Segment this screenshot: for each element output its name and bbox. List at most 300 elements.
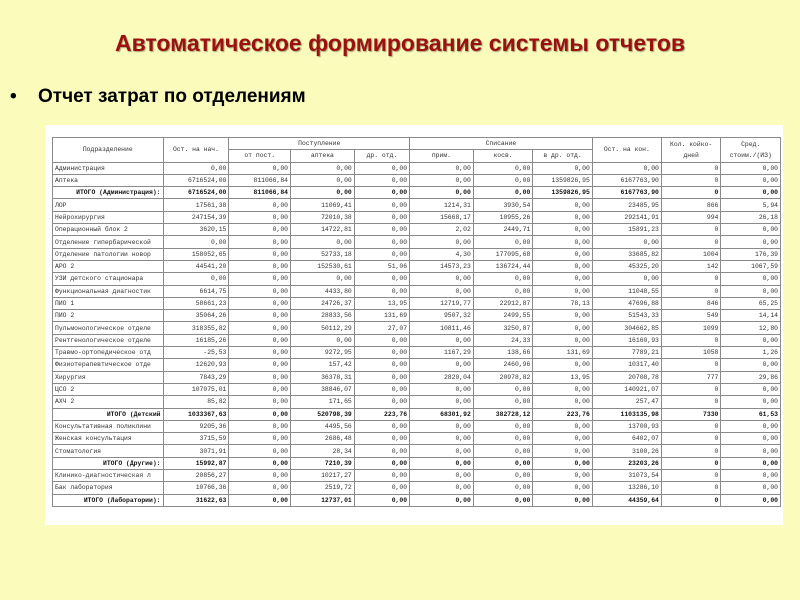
- value-cell: 257,47: [592, 396, 661, 408]
- value-cell: 0,00: [533, 470, 593, 482]
- value-cell: 0,00: [291, 174, 355, 186]
- value-cell: 35064,26: [163, 310, 229, 322]
- table-header: [53, 138, 781, 163]
- value-cell: 0,00: [473, 162, 533, 174]
- value-cell: 0,00: [291, 334, 355, 346]
- division-name-cell: ЦСО 2: [53, 383, 164, 395]
- value-cell: 223,76: [533, 408, 593, 420]
- value-cell: 0,00: [533, 457, 593, 469]
- value-cell: 0,00: [354, 285, 409, 297]
- value-cell: 12,80: [721, 322, 781, 334]
- table-row: [53, 470, 781, 482]
- division-name-cell: Физиотерапевтическое отде: [53, 359, 164, 371]
- division-name-cell: Травмо-ортопедическое отд: [53, 347, 164, 359]
- value-cell: 247154,39: [163, 211, 229, 223]
- value-cell: 13,95: [354, 297, 409, 309]
- value-cell: 0,00: [410, 273, 474, 285]
- value-cell: 0,00: [533, 396, 593, 408]
- value-cell: 6167763,90: [592, 187, 661, 199]
- value-cell: 0,00: [721, 445, 781, 457]
- value-cell: 0,00: [229, 457, 291, 469]
- value-cell: 0,00: [410, 470, 474, 482]
- value-cell: 0,00: [533, 359, 593, 371]
- value-cell: 1359826,95: [533, 187, 593, 199]
- value-cell: 0,00: [354, 273, 409, 285]
- value-cell: 0,00: [721, 224, 781, 236]
- value-cell: 0,00: [533, 260, 593, 272]
- value-cell: 0,00: [533, 285, 593, 297]
- value-cell: 0,00: [533, 383, 593, 395]
- value-cell: 0,00: [410, 457, 474, 469]
- value-cell: 2686,48: [291, 433, 355, 445]
- value-cell: 176,39: [721, 248, 781, 260]
- division-name-cell: АРО 2: [53, 260, 164, 272]
- value-cell: 0: [661, 224, 721, 236]
- division-name-cell: Консультативная поликлини: [53, 420, 164, 432]
- value-cell: 0,00: [354, 359, 409, 371]
- value-cell: 0,00: [592, 162, 661, 174]
- value-cell: 9507,32: [410, 310, 474, 322]
- value-cell: 3715,59: [163, 433, 229, 445]
- value-cell: 0,00: [410, 334, 474, 346]
- value-cell: 152530,61: [291, 260, 355, 272]
- value-cell: 38846,07: [291, 383, 355, 395]
- value-cell: 0,00: [592, 273, 661, 285]
- division-name-cell: Пульмонологическое отделе: [53, 322, 164, 334]
- value-cell: 0,00: [229, 408, 291, 420]
- value-cell: 3250,87: [473, 322, 533, 334]
- value-cell: 1099: [661, 322, 721, 334]
- value-cell: 0: [661, 383, 721, 395]
- value-cell: 0,00: [473, 396, 533, 408]
- value-cell: 28,34: [291, 445, 355, 457]
- table-row: [53, 359, 781, 371]
- division-name-cell: Клинико-диагностическая л: [53, 470, 164, 482]
- value-cell: 17561,38: [163, 199, 229, 211]
- value-cell: 0,00: [354, 494, 409, 506]
- value-cell: 1167,29: [410, 347, 474, 359]
- value-cell: 22912,87: [473, 297, 533, 309]
- value-cell: 0,00: [592, 236, 661, 248]
- value-cell: 0,00: [473, 236, 533, 248]
- table-row: [53, 322, 781, 334]
- header-ost-nach: Ост. на нач.: [163, 138, 229, 163]
- value-cell: 0,00: [410, 396, 474, 408]
- value-cell: 0,00: [291, 187, 355, 199]
- value-cell: 4,30: [410, 248, 474, 260]
- value-cell: 138,66: [473, 347, 533, 359]
- value-cell: 13,95: [533, 371, 593, 383]
- value-cell: 0,00: [721, 470, 781, 482]
- table-row: [53, 236, 781, 248]
- value-cell: 4433,80: [291, 285, 355, 297]
- value-cell: 44359,64: [592, 494, 661, 506]
- value-cell: 0,00: [473, 445, 533, 457]
- value-cell: 0,00: [473, 187, 533, 199]
- value-cell: 0,00: [721, 187, 781, 199]
- value-cell: 52733,18: [291, 248, 355, 260]
- value-cell: 6716524,00: [163, 187, 229, 199]
- value-cell: 0,00: [473, 174, 533, 186]
- value-cell: 866: [661, 199, 721, 211]
- value-cell: 0,00: [721, 383, 781, 395]
- value-cell: 0: [661, 174, 721, 186]
- value-cell: 223,76: [354, 408, 409, 420]
- value-cell: 0,00: [721, 359, 781, 371]
- value-cell: 520798,39: [291, 408, 355, 420]
- value-cell: 6167763,90: [592, 174, 661, 186]
- value-cell: 0,00: [473, 470, 533, 482]
- value-cell: 177095,68: [473, 248, 533, 260]
- value-cell: 20708,78: [592, 371, 661, 383]
- value-cell: 0,00: [229, 211, 291, 223]
- value-cell: 0: [661, 273, 721, 285]
- value-cell: 2460,96: [473, 359, 533, 371]
- value-cell: 2449,71: [473, 224, 533, 236]
- value-cell: 3100,26: [592, 445, 661, 457]
- value-cell: 0,00: [721, 236, 781, 248]
- total-row: [53, 457, 781, 469]
- value-cell: 292141,91: [592, 211, 661, 223]
- division-name-cell: Аптека: [53, 174, 164, 186]
- value-cell: 23485,95: [592, 199, 661, 211]
- table-row: [53, 371, 781, 383]
- total-row: [53, 494, 781, 506]
- value-cell: 157,42: [291, 359, 355, 371]
- value-cell: 0,00: [229, 322, 291, 334]
- cost-report-table: [52, 137, 781, 507]
- table-row: [53, 433, 781, 445]
- value-cell: 1058: [661, 347, 721, 359]
- value-cell: 0,00: [229, 334, 291, 346]
- value-cell: 0,00: [533, 494, 593, 506]
- value-cell: 811066,84: [229, 187, 291, 199]
- value-cell: 1214,31: [410, 199, 474, 211]
- value-cell: 0,00: [533, 162, 593, 174]
- value-cell: 12620,93: [163, 359, 229, 371]
- value-cell: 0,00: [410, 433, 474, 445]
- value-cell: 0,00: [354, 482, 409, 494]
- value-cell: 4495,56: [291, 420, 355, 432]
- value-cell: 20978,82: [473, 371, 533, 383]
- division-name-cell: АХЧ 2: [53, 396, 164, 408]
- value-cell: 14,14: [721, 310, 781, 322]
- value-cell: 33685,82: [592, 248, 661, 260]
- value-cell: 0,00: [473, 285, 533, 297]
- value-cell: 12737,01: [291, 494, 355, 506]
- value-cell: 811066,84: [229, 174, 291, 186]
- total-row: [53, 187, 781, 199]
- division-name-cell: Рентгенологическое отделе: [53, 334, 164, 346]
- value-cell: 13700,93: [592, 420, 661, 432]
- division-name-cell: Бак лаборатория: [53, 482, 164, 494]
- division-name-cell: Стоматология: [53, 445, 164, 457]
- value-cell: 0,00: [533, 273, 593, 285]
- table-row: [53, 285, 781, 297]
- value-cell: 0,00: [229, 383, 291, 395]
- value-cell: 0,00: [721, 162, 781, 174]
- value-cell: 0,00: [410, 383, 474, 395]
- value-cell: 15668,17: [410, 211, 474, 223]
- value-cell: 10317,40: [592, 359, 661, 371]
- value-cell: 23203,26: [592, 457, 661, 469]
- value-cell: 44541,20: [163, 260, 229, 272]
- value-cell: 9272,95: [291, 347, 355, 359]
- division-name-cell: Женская консультация: [53, 433, 164, 445]
- value-cell: 0: [661, 236, 721, 248]
- value-cell: 994: [661, 211, 721, 223]
- table-row: [53, 248, 781, 260]
- value-cell: 0,00: [721, 334, 781, 346]
- table-body: [53, 162, 781, 506]
- value-cell: 0,00: [354, 162, 409, 174]
- division-name-cell: Отделение патологии новор: [53, 248, 164, 260]
- value-cell: 24,33: [473, 334, 533, 346]
- value-cell: 0,00: [354, 433, 409, 445]
- value-cell: 0,00: [533, 482, 593, 494]
- division-name-cell: ИТОГО (Администрация):: [53, 187, 164, 199]
- division-name-cell: Хирургия: [53, 371, 164, 383]
- value-cell: 0,00: [229, 347, 291, 359]
- value-cell: 0,00: [229, 470, 291, 482]
- value-cell: 0: [661, 470, 721, 482]
- value-cell: 0,00: [533, 224, 593, 236]
- header-kosv: косв.: [473, 150, 533, 162]
- value-cell: 1067,59: [721, 260, 781, 272]
- value-cell: 0,00: [229, 310, 291, 322]
- value-cell: 1033367,63: [163, 408, 229, 420]
- table-row: [53, 383, 781, 395]
- value-cell: 0,00: [473, 273, 533, 285]
- value-cell: 0,00: [721, 285, 781, 297]
- value-cell: 51,06: [354, 260, 409, 272]
- value-cell: 61,53: [721, 408, 781, 420]
- value-cell: 0,00: [229, 494, 291, 506]
- value-cell: 2519,72: [291, 482, 355, 494]
- value-cell: 0,00: [354, 420, 409, 432]
- value-cell: 0,00: [229, 371, 291, 383]
- value-cell: 0,00: [291, 162, 355, 174]
- value-cell: 0,00: [354, 470, 409, 482]
- value-cell: 11069,41: [291, 199, 355, 211]
- header-ost-kon: Ост. на кон.: [592, 138, 661, 163]
- value-cell: 0,00: [473, 383, 533, 395]
- value-cell: 0,00: [354, 248, 409, 260]
- value-cell: 382728,12: [473, 408, 533, 420]
- value-cell: 0,00: [410, 236, 474, 248]
- value-cell: 3930,54: [473, 199, 533, 211]
- value-cell: 0,00: [410, 187, 474, 199]
- value-cell: 0: [661, 457, 721, 469]
- value-cell: 777: [661, 371, 721, 383]
- value-cell: 6614,75: [163, 285, 229, 297]
- division-name-cell: Операционный блок 2: [53, 224, 164, 236]
- value-cell: 10217,27: [291, 470, 355, 482]
- value-cell: 0: [661, 445, 721, 457]
- value-cell: 0,00: [229, 359, 291, 371]
- value-cell: 10766,36: [163, 482, 229, 494]
- division-name-cell: ПИО 1: [53, 297, 164, 309]
- value-cell: 5,94: [721, 199, 781, 211]
- value-cell: 0,00: [410, 285, 474, 297]
- table-row: [53, 260, 781, 272]
- value-cell: 0,00: [229, 236, 291, 248]
- value-cell: 26,18: [721, 211, 781, 223]
- value-cell: 0,00: [229, 396, 291, 408]
- value-cell: 0,00: [163, 273, 229, 285]
- table-row: [53, 482, 781, 494]
- header-prim: прим.: [410, 150, 474, 162]
- table-row: [53, 199, 781, 211]
- value-cell: 0,00: [721, 457, 781, 469]
- header-apteka: аптека: [291, 150, 355, 162]
- value-cell: 50112,29: [291, 322, 355, 334]
- value-cell: 14573,23: [410, 260, 474, 272]
- value-cell: 0,00: [229, 199, 291, 211]
- value-cell: 0,00: [473, 433, 533, 445]
- value-cell: 0,00: [354, 224, 409, 236]
- division-name-cell: Функциональная диагностик: [53, 285, 164, 297]
- division-name-cell: ПИО 2: [53, 310, 164, 322]
- value-cell: 2,02: [410, 224, 474, 236]
- value-cell: 51543,33: [592, 310, 661, 322]
- value-cell: 27,07: [354, 322, 409, 334]
- division-name-cell: ЛОР: [53, 199, 164, 211]
- value-cell: 12719,77: [410, 297, 474, 309]
- value-cell: 0,00: [533, 445, 593, 457]
- table-row: [53, 420, 781, 432]
- value-cell: 0,00: [354, 347, 409, 359]
- value-cell: 0,00: [721, 482, 781, 494]
- slide-title: Автоматическое формирование системы отчетов: [114, 30, 686, 56]
- value-cell: 0,00: [533, 211, 593, 223]
- value-cell: 0,00: [354, 334, 409, 346]
- value-cell: 131,69: [533, 347, 593, 359]
- value-cell: 0,00: [354, 187, 409, 199]
- value-cell: -25,53: [163, 347, 229, 359]
- value-cell: 0: [661, 187, 721, 199]
- value-cell: 31073,54: [592, 470, 661, 482]
- value-cell: 0,00: [533, 420, 593, 432]
- header-postuplenie: Поступление: [229, 138, 410, 150]
- total-row: [53, 408, 781, 420]
- value-cell: 0,00: [229, 224, 291, 236]
- value-cell: 140921,07: [592, 383, 661, 395]
- value-cell: 0,00: [533, 322, 593, 334]
- value-cell: 0,00: [229, 482, 291, 494]
- table-row: [53, 162, 781, 174]
- value-cell: 0: [661, 285, 721, 297]
- value-cell: 58661,23: [163, 297, 229, 309]
- value-cell: 158052,65: [163, 248, 229, 260]
- value-cell: 0,00: [721, 433, 781, 445]
- value-cell: 0,00: [354, 383, 409, 395]
- table-row: [53, 273, 781, 285]
- value-cell: 45325,20: [592, 260, 661, 272]
- value-cell: 0,00: [354, 199, 409, 211]
- header-sred-stoim: Сред. стоим./(ИЗ): [721, 138, 781, 163]
- value-cell: 16185,26: [163, 334, 229, 346]
- table-row: [53, 224, 781, 236]
- value-cell: 36378,31: [291, 371, 355, 383]
- bullet-text: Отчет затрат по отделениям: [38, 86, 306, 107]
- value-cell: 0,00: [229, 248, 291, 260]
- header-division: Подразделение: [53, 138, 164, 163]
- value-cell: 142: [661, 260, 721, 272]
- value-cell: 47696,88: [592, 297, 661, 309]
- value-cell: 15891,23: [592, 224, 661, 236]
- value-cell: 0,00: [410, 420, 474, 432]
- value-cell: 0: [661, 482, 721, 494]
- bullet-icon: •: [10, 86, 17, 107]
- value-cell: 0: [661, 334, 721, 346]
- table-row: [53, 174, 781, 186]
- value-cell: 0,00: [533, 433, 593, 445]
- value-cell: 14722,81: [291, 224, 355, 236]
- header-ot-post: от пост.: [229, 150, 291, 162]
- value-cell: 29,86: [721, 371, 781, 383]
- value-cell: 0,00: [291, 273, 355, 285]
- table-row: [53, 211, 781, 223]
- value-cell: 0,00: [410, 359, 474, 371]
- header-dr-otd: др. отд.: [354, 150, 409, 162]
- value-cell: 0: [661, 396, 721, 408]
- table-row: [53, 445, 781, 457]
- division-name-cell: Нейрохирургия: [53, 211, 164, 223]
- value-cell: 0,00: [163, 162, 229, 174]
- value-cell: 1,26: [721, 347, 781, 359]
- value-cell: 304662,85: [592, 322, 661, 334]
- value-cell: 846: [661, 297, 721, 309]
- value-cell: 7789,21: [592, 347, 661, 359]
- value-cell: 24726,37: [291, 297, 355, 309]
- bullet-item: [10, 86, 306, 108]
- value-cell: 0,00: [410, 445, 474, 457]
- header-v-dr-otd: в др. отд.: [533, 150, 593, 162]
- value-cell: 2499,55: [473, 310, 533, 322]
- division-name-cell: ИТОГО (Другие):: [53, 457, 164, 469]
- value-cell: 0,00: [354, 211, 409, 223]
- value-cell: 131,69: [354, 310, 409, 322]
- value-cell: 0,00: [354, 236, 409, 248]
- value-cell: 0,00: [473, 457, 533, 469]
- value-cell: 7843,29: [163, 371, 229, 383]
- value-cell: 0,00: [410, 482, 474, 494]
- value-cell: 0: [661, 359, 721, 371]
- value-cell: 0,00: [354, 371, 409, 383]
- value-cell: 0,00: [229, 297, 291, 309]
- table-row: [53, 396, 781, 408]
- value-cell: 68301,92: [410, 408, 474, 420]
- value-cell: 0,00: [533, 199, 593, 211]
- value-cell: 136724,44: [473, 260, 533, 272]
- value-cell: 0,00: [229, 162, 291, 174]
- value-cell: 0,00: [163, 236, 229, 248]
- value-cell: 0,00: [721, 396, 781, 408]
- value-cell: 0,00: [410, 174, 474, 186]
- value-cell: 16160,93: [592, 334, 661, 346]
- value-cell: 0,00: [533, 334, 593, 346]
- value-cell: 13286,10: [592, 482, 661, 494]
- value-cell: 0,00: [721, 273, 781, 285]
- value-cell: 7330: [661, 408, 721, 420]
- value-cell: 31622,63: [163, 494, 229, 506]
- value-cell: 318355,82: [163, 322, 229, 334]
- value-cell: 0,00: [721, 174, 781, 186]
- value-cell: 0,00: [229, 260, 291, 272]
- value-cell: 3071,91: [163, 445, 229, 457]
- table-row: [53, 297, 781, 309]
